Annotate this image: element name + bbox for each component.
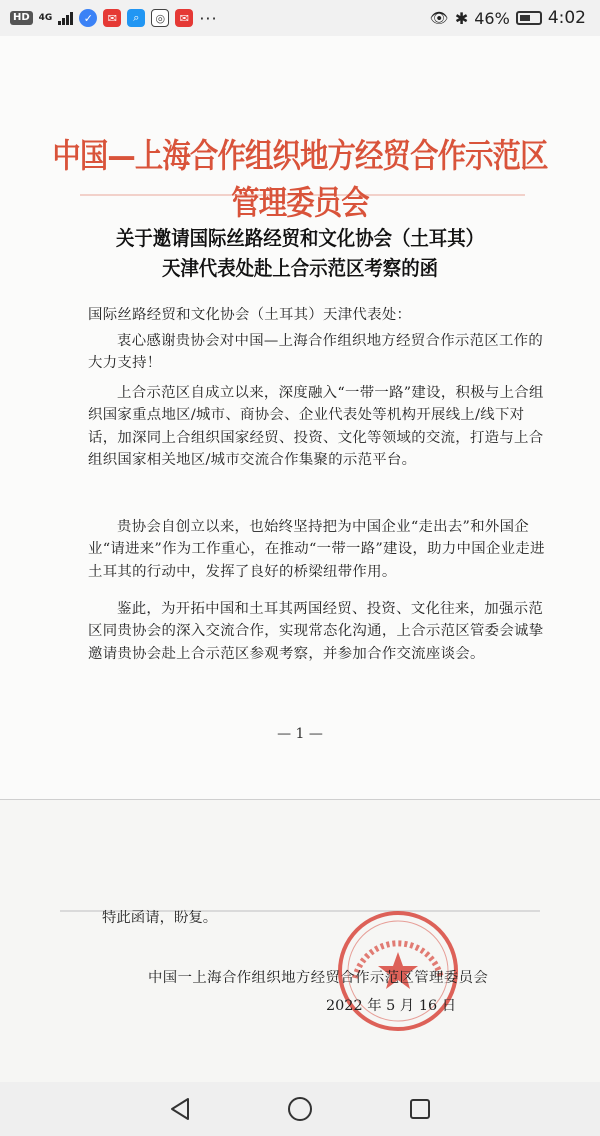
status-bar (0, 0, 600, 36)
status-left (10, 9, 218, 28)
network-label: 4G (38, 12, 53, 23)
header-divider (80, 194, 525, 196)
back-triangle-icon (169, 1097, 191, 1121)
search-app-icon: ⌕ (127, 9, 145, 27)
closing-remark: 特此函请，盼复。 (102, 910, 218, 926)
camera-app-icon: ◎ (151, 9, 169, 27)
recents-square-icon (409, 1098, 431, 1120)
home-button[interactable] (285, 1094, 315, 1124)
clock: 4:02 (547, 8, 586, 28)
battery-percent: 46% (474, 8, 510, 28)
back-button[interactable] (165, 1094, 195, 1124)
app-icon-red-2: ✉ (175, 9, 193, 27)
eye-icon: 👁 (429, 9, 449, 27)
recents-button[interactable] (405, 1094, 435, 1124)
battery-icon (516, 11, 542, 25)
paragraph-2: 上合示范区自成立以来，深度融入“一带一路”建设，积极与上合组织国家重点地区/城市、商协会、企业代表处等机构开展线上/线下对话，加深同上合组织国家经贸、投资、文化等领域的交流，打造与上合组织国家相关地区/城市交流合作集聚的示范平台。 (88, 385, 544, 469)
navigation-bar (0, 1082, 600, 1136)
more-notifications: ··· (199, 8, 218, 28)
document-page-1[interactable] (0, 36, 600, 800)
home-circle-icon (287, 1096, 313, 1122)
hd-badge: HD (10, 11, 33, 25)
signal-icon (58, 11, 73, 25)
signing-date: 2022 年 5 月 16 日 (326, 998, 457, 1014)
title-line-1: 关于邀请国际丝路经贸和文化协会（土耳其） (116, 226, 484, 250)
document-page-2[interactable] (0, 800, 600, 1082)
paragraph-4: 鉴此，为开拓中国和土耳其两国经贸、投资、文化往来，加强示范区同贵协会的深入交流合作，实现常态化沟通，上合示范区管委会诚挚邀请贵协会赴上合示范区参观考察，并参加合作交流座谈会。 (88, 601, 544, 662)
org-header: 中国—上海合作组织地方经贸合作示范区管理委员会 (52, 136, 548, 222)
app-icon-red-1: ✉ (103, 9, 121, 27)
status-right (430, 8, 586, 28)
network-indicator (39, 14, 53, 23)
bluetooth-icon: ✱ (454, 8, 469, 28)
addressee: 国际丝路经贸和文化协会（土耳其）天津代表处： (88, 307, 412, 323)
page-number: — 1 — (277, 726, 323, 742)
signer: 中国一上海合作组织地方经贸合作示范区管理委员会 (148, 970, 489, 986)
paragraph-1: 衷心感谢贵协会对中国—上海合作组织地方经贸合作示范区工作的大力支持！ (88, 333, 544, 372)
title-line-2: 天津代表处赴上合示范区考察的函 (162, 256, 438, 280)
shield-app-icon: ✓ (79, 9, 97, 27)
paragraph-3: 贵协会自创立以来，也始终坚持把为中国企业“走出去”和外国企业“请进来”作为工作重心，在推动“一带一路”建设，助力中国企业走进土耳其的行动中，发挥了良好的桥梁纽带作用。 (88, 519, 545, 580)
